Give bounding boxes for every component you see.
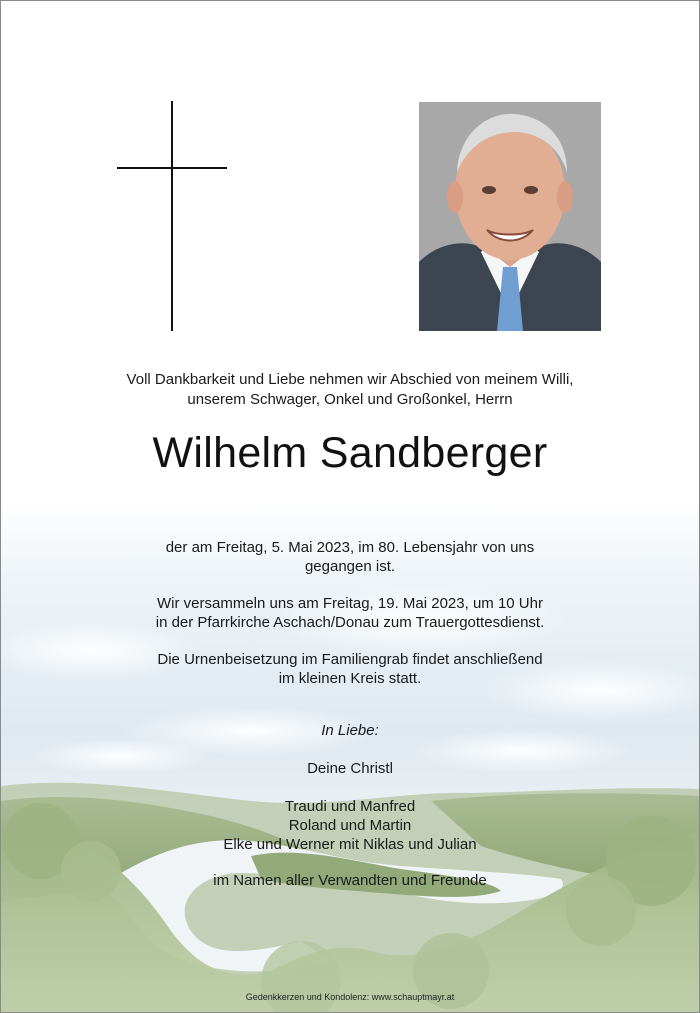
deceased-name: Wilhelm Sandberger — [152, 429, 548, 477]
service-line-1: Wir versammeln uns am Freitag, 19. Mai 2023, um 10 Uhr — [157, 595, 543, 612]
family-member: Elke und Werner mit Niklas und Julian — [223, 836, 477, 853]
intro-text — [1, 370, 699, 410]
spouse-name: Deine Christl — [307, 760, 393, 777]
death-notice-line-1: der am Freitag, 5. Mai 2023, im 80. Lebensjahr von uns — [165, 539, 535, 556]
family-member: Roland und Martin — [288, 817, 412, 834]
footer-condolence: Gedenkkerzen und Kondolenz: www.schauptmayr.at — [245, 992, 455, 1002]
cross-vertical-bar — [171, 101, 173, 331]
in-love-label: In Liebe: — [321, 722, 379, 739]
burial-line-1: Die Urnenbeisetzung im Familiengrab findet anschließend — [157, 651, 543, 668]
death-notice-line-2: gegangen ist. — [304, 558, 396, 575]
latin-cross-icon — [117, 101, 229, 333]
burial-line-2: im kleinen Kreis statt. — [278, 670, 422, 687]
service-info — [1, 594, 699, 632]
family-list — [1, 797, 699, 854]
service-line-2: in der Pfarrkirche Aschach/Donau zum Trauergottesdienst. — [155, 614, 545, 631]
intro-line-2: unserem Schwager, Onkel und Großonkel, Herrn — [187, 391, 513, 408]
burial-info — [1, 650, 699, 688]
danube-landscape-image — [1, 501, 699, 1012]
intro-line-1: Voll Dankbarkeit und Liebe nehmen wir Abschied von meinem Willi, — [126, 371, 574, 388]
family-member: Traudi und Manfred — [284, 798, 416, 815]
portrait-photo — [419, 102, 601, 331]
cross-horizontal-bar — [117, 167, 227, 169]
death-notice — [1, 538, 699, 576]
relatives-line: im Namen aller Verwandten und Freunde — [213, 872, 487, 889]
